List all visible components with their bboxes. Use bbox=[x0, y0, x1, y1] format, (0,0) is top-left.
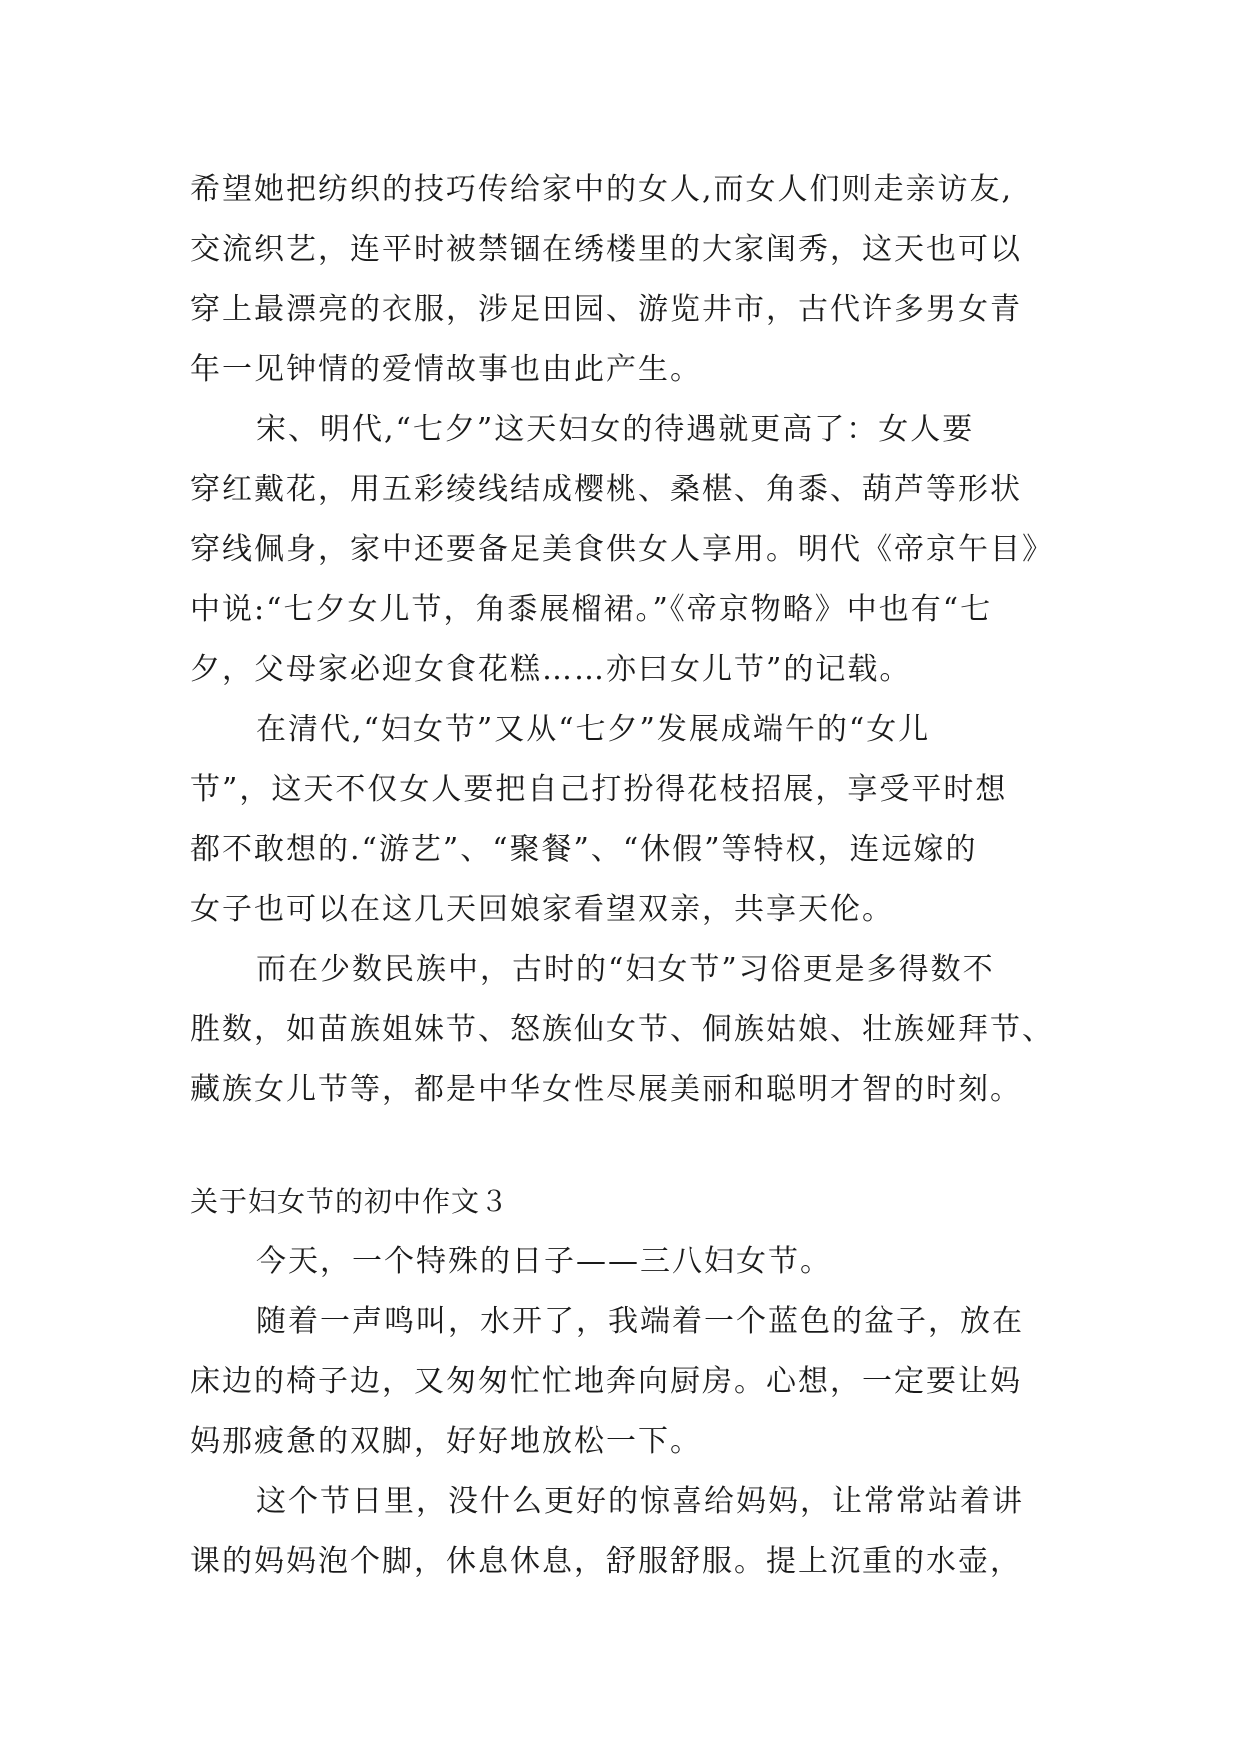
text-line: 胜数，如苗族姐妹节、怒族仙女节、侗族姑娘、壮族娅拜节、 bbox=[190, 1012, 1054, 1047]
text-line: 女子也可以在这几天回娘家看望双亲，共享天伦。 bbox=[190, 892, 894, 927]
text-line: 床边的椅子边，又匆匆忙忙地奔向厨房。心想，一定要让妈 bbox=[190, 1364, 1022, 1399]
text-line: 穿上最漂亮的衣服，涉足田园、游览井市，古代许多男女青 bbox=[190, 292, 1022, 327]
text-line: 年一见钟情的爱情故事也由此产生。 bbox=[190, 352, 702, 387]
text-line: 穿红戴花，用五彩绫线结成樱桃、桑椹、角黍、葫芦等形状 bbox=[190, 472, 1022, 507]
paragraph bbox=[190, 700, 1090, 940]
section-spacer bbox=[190, 1120, 1090, 1172]
text-line: 穿线佩身，家中还要备足美食供女人享用。明代《帝京午目》 bbox=[190, 532, 1054, 567]
text-line: 妈那疲惫的双脚，好好地放松一下。 bbox=[190, 1424, 702, 1459]
paragraph bbox=[190, 400, 1090, 700]
text-line: 今天，一个特殊的日子——三八妇女节。 bbox=[256, 1244, 832, 1279]
text-line: 交流织艺，连平时被禁锢在绣楼里的大家闺秀，这天也可以 bbox=[190, 232, 1022, 267]
paragraph bbox=[190, 1232, 1090, 1292]
text-line: 藏族女儿节等，都是中华女性尽展美丽和聪明才智的时刻。 bbox=[190, 1072, 1022, 1107]
paragraph bbox=[190, 1472, 1090, 1592]
text-line: 都不敢想的.“游艺”、“聚餐”、“休假”等特权，连远嫁的 bbox=[190, 832, 978, 867]
paragraph bbox=[190, 940, 1090, 1120]
text-line: 随着一声鸣叫，水开了，我端着一个蓝色的盆子，放在 bbox=[256, 1304, 1024, 1339]
text-line: 宋、明代,“七夕”这天妇女的待遇就更高了：女人要 bbox=[256, 412, 975, 447]
paragraph bbox=[190, 160, 1090, 400]
text-line: 夕，父母家必迎女食花糕……亦曰女儿节”的记载。 bbox=[190, 652, 912, 687]
text-line: 而在少数民族中，古时的“妇女节”习俗更是多得数不 bbox=[256, 952, 995, 987]
text-line: 这个节日里，没什么更好的惊喜给妈妈，让常常站着讲 bbox=[256, 1484, 1024, 1519]
paragraph bbox=[190, 1292, 1090, 1472]
section-title: 关于妇女节的初中作文３ bbox=[190, 1185, 510, 1218]
text-line: 希望她把纺织的技巧传给家中的女人,而女人们则走亲访友, bbox=[190, 172, 1014, 207]
text-line: 节”，这天不仅女人要把自己打扮得花枝招展，享受平时想 bbox=[190, 772, 1008, 807]
text-line: 中说:“七夕女儿节，角黍展榴裙。”《帝京物略》中也有“七 bbox=[190, 592, 993, 627]
text-line: 在清代,“妇女节”又从“七夕”发展成端午的“女儿 bbox=[256, 712, 931, 747]
text-line: 课的妈妈泡个脚，休息休息，舒服舒服。提上沉重的水壶， bbox=[190, 1544, 1022, 1579]
document-body bbox=[190, 160, 1090, 1592]
